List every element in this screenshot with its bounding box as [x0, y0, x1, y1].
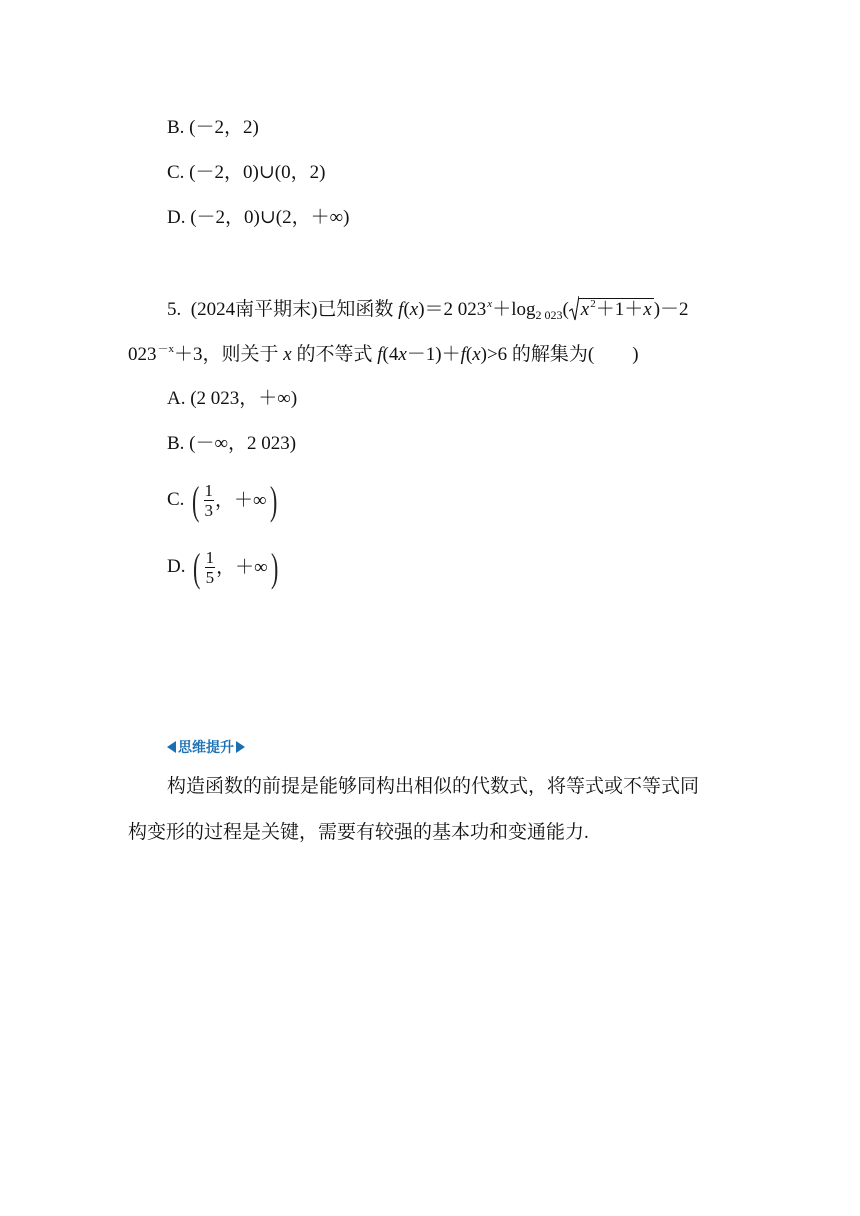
- radical-sign-icon: [569, 295, 579, 321]
- fraction-one-fifth: $\frac{1}{5}$: [205, 548, 215, 588]
- q5-stem-line2: $023^{-x}+3$，则关于 x 的不等式 f(4x－1)＋f(x)>6 的解集为( ): [128, 343, 639, 365]
- q4-option-b: B. (－2，2): [167, 117, 259, 138]
- right-triangle-icon: [236, 741, 245, 753]
- q5-option-b: B. (－∞，2 023): [167, 433, 297, 454]
- log-base: 2 023: [535, 308, 563, 322]
- fraction-one-third: $\frac{1}{3}$: [204, 481, 214, 521]
- q5-stem-line1: 5. (2024南平期末)已知函数 f(x)＝2 $023^x+\log_{2 023}$( $x^2+1+x$ )－2: [167, 298, 689, 324]
- q4-option-d: D. (－2，0)∪(2，＋∞): [167, 207, 350, 228]
- tip-paragraph: 构造函数的前提是能够同构出相似的代数式，将等式或不等式同 构变形的过程是关键，需要有较强的基本功和变通能力.: [128, 776, 700, 843]
- q5-option-d: D. ( $\frac{1}{5}$ ，＋∞ ): [167, 544, 278, 590]
- tip-title: 思维提升: [178, 740, 234, 756]
- question-source: (2024南平期末): [190, 299, 318, 320]
- square-root: $x^2+1+x$: [569, 298, 654, 323]
- q5-option-c: C. ( $\frac{1}{3}$ ，＋∞ ): [167, 477, 277, 523]
- tip-banner: [167, 737, 245, 757]
- q5-option-a: A. (2 023，＋∞): [167, 388, 298, 409]
- q4-option-c: C. (－2，0)∪(0，2): [167, 162, 326, 183]
- left-triangle-icon: [167, 741, 176, 753]
- question-number: 5.: [167, 299, 182, 320]
